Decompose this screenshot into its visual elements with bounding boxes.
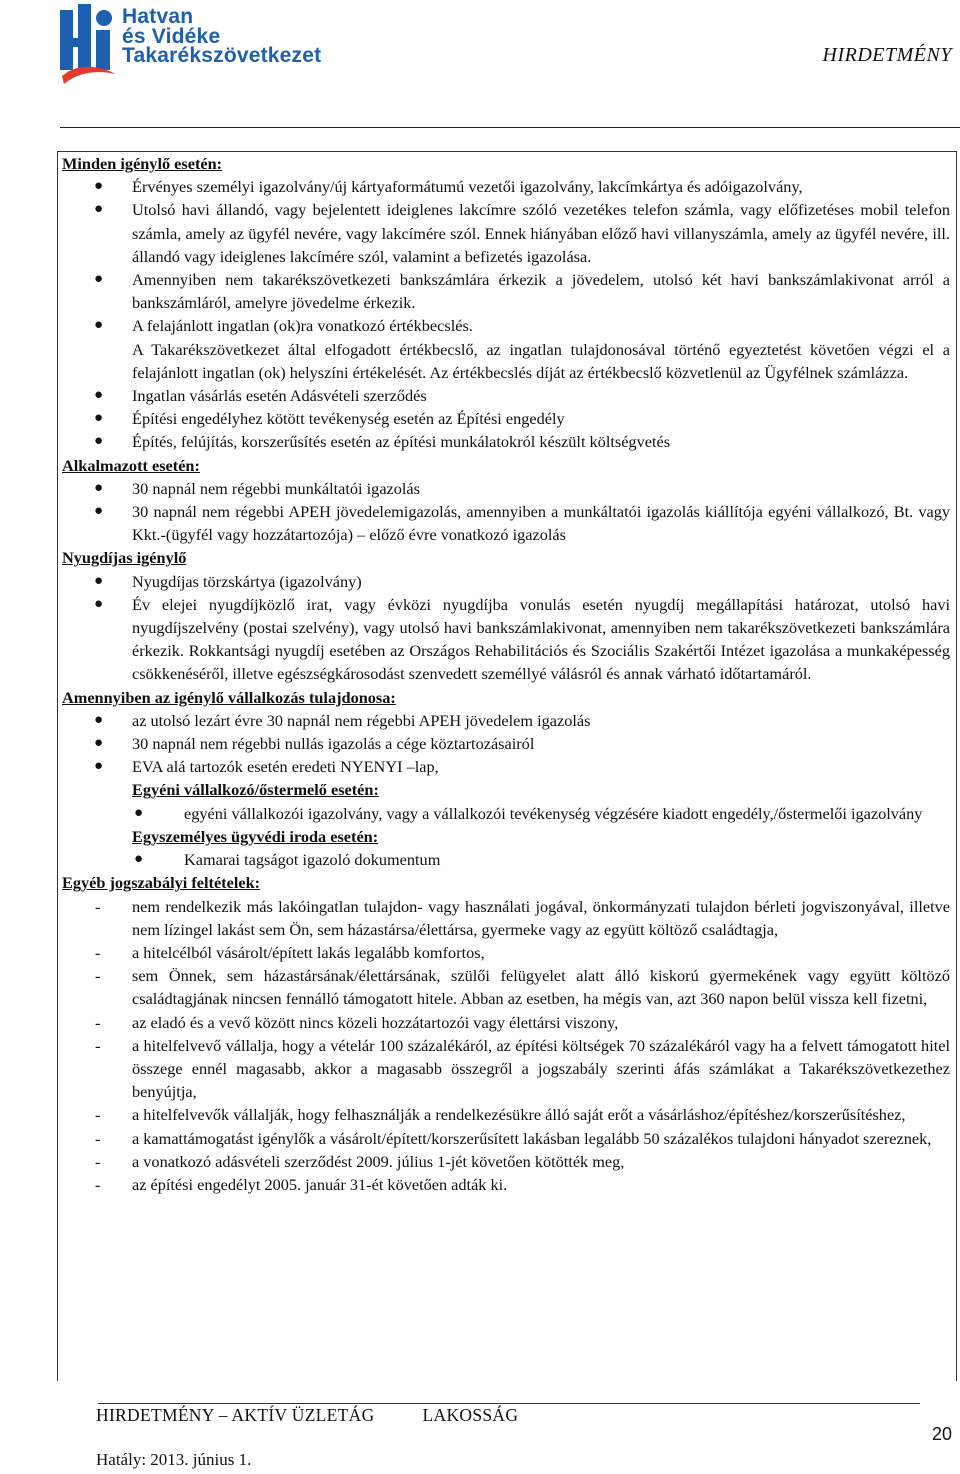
list-item: ● Kamarai tagságot igazoló dokumentum [62, 848, 950, 871]
subheading-sole-trader: Egyéni vállalkozó/őstermelő esetén: [132, 780, 379, 800]
content-frame [57, 151, 957, 1381]
list-item: ● Év elejei nyugdíjközlő irat, vagy évközi nyugdíjba vonulás esetén nyugdíj megállapítási határozat, utolsó havi nyugdíjszelvény (postai szelvény), vagy utolsó havi bankszámlakivonat, amennyiben nem takarékszövetkezeti bankszámlára érkezik. Rokkantsági nyugdíj esetében az Országos Rehabilitációs és Szociális Szakértői Intézet igazolása a munkaképesség csökkenéséről, illetve egészségkárosodást szenvedett személlyé válásról és annak várható időtartamáról. [94, 594, 950, 684]
logo-mark-icon [58, 4, 120, 92]
list-item: - a hitelcélból vásárolt/épített lakás legalább komfortos, [62, 941, 950, 964]
bullet-icon: ● [94, 271, 104, 288]
dash-marker: - [95, 942, 101, 962]
list-item: ● Amennyiben nem takarékszövetkezeti bankszámlára érkezik a jövedelem, utolsó két havi bankszámlakivonat arról a bankszámláról, amelyre jövedelme érkezik. [94, 270, 950, 313]
list-item: - a kamattámogatást igénylők a vásárolt/épített/korszerűsített lakásban legalább 50 százalékos tulajdoni hányadot szereznek, [62, 1127, 950, 1150]
bullet-icon: ● [94, 711, 104, 728]
list-item: - a hitelfelvevő vállalja, hogy a vételár 100 százalékáról, az építési költségek 70 százalékáról vagy ha a felvett támogatott hitel összege ennél magasabb, akkor a magasabb összegről a jogszabály szerinti áfás számlákat a Takarékszövetkezethez benyújtja, [95, 1035, 950, 1102]
header-divider [60, 127, 960, 128]
logo-text-line2: és Vidéke [122, 25, 221, 48]
bullet-icon: ● [94, 503, 104, 520]
effective-date: Hatály: 2013. június 1. [96, 1450, 252, 1469]
dash-marker: - [95, 1151, 101, 1171]
bullet-icon: ● [94, 201, 104, 218]
list-item: - a hitelfelvevők vállalják, hogy felhasználják a rendelkezésükre álló saját erőt a vásárláshoz/építéshez/korszerűsítéshez, [62, 1103, 950, 1126]
bullet-icon: ● [134, 851, 144, 868]
list-item: ● Utolsó havi állandó, vagy bejelentett ideiglenes lakcímre szóló vezetékes telefon számla, vagy előfizetéses mobil telefon számla, amely az ügyfél nevére, vagy lakcímére szól. Ennek hiányában előző havi villanyszámla, amely az ügyfél nevére, ill. állandó vagy ideiglenes lakcímére szól, valamint a befizetés igazolása. [94, 200, 950, 266]
document-body [62, 152, 950, 1196]
list-item: - nem rendelkezik más lakóingatlan tulajdon- vagy használati jogával, önkormányzati tulajdon bérleti jogviszonyával, illetve nem lízingel lakást sem Ön, sem házastársa/élettársa, gyermeke vagy az együtt költöző családtagja, [95, 896, 950, 939]
dash-marker: - [95, 1012, 101, 1032]
list-item: - az építési engedélyt 2005. január 31-ét követően adták ki. [62, 1173, 950, 1196]
list-item: ● 30 napnál nem régebbi APEH jövedelemigazolás, amennyiben a munkáltatói igazolás kiállítója egyéni vállalkozó, Bt. vagy Kkt.-(ügyfél vagy hozzátartozója) – előző évre vonatkozó igazolás [94, 502, 950, 545]
dash-marker: - [95, 1105, 101, 1125]
list-item: ● 30 napnál nem régebbi munkáltatói igazolás [62, 477, 950, 500]
list-item: ● EVA alá tartozók esetén eredeti NYENYI –lap, [62, 755, 950, 778]
bullet-icon: ● [94, 572, 104, 589]
logo-text-line1: Hatvan [122, 5, 194, 28]
list-item: - a vonatkozó adásvételi szerződést 2009. július 1-jét követően kötötték meg, [62, 1150, 950, 1173]
list-item: - az eladó és a vevő között nincs közeli hozzátartozói vagy élettársi viszony, [62, 1011, 950, 1034]
subheading-law-office: Egyszemélyes ügyvédi iroda esetén: [132, 826, 379, 846]
dash-marker: - [95, 1128, 101, 1148]
valuation-paragraph: A Takarékszövetkezet által elfogadott értékbecslő, az ingatlan tulajdonosával történő egyeztetést követően végzi el a felajánlott ingatlan (ok) helyszíni értékelését. Az értékbecslés díját az értékbecslő közvetlenül az Ügyfélnek számlázza. [132, 339, 950, 382]
dash-marker: - [95, 1035, 101, 1055]
list-item: ● Építés, felújítás, korszerűsítés esetén az építési munkálatokról készült költségvetés [62, 430, 950, 453]
dash-marker: - [95, 1174, 101, 1194]
bullet-icon: ● [94, 387, 104, 404]
list-item: ● az utolsó lezárt évre 30 napnál nem régebbi APEH jövedelem igazolás [62, 709, 950, 732]
section-heading-business-owner: Amennyiben az igénylő vállalkozás tulajdonosa: [62, 687, 396, 707]
bullet-icon: ● [134, 804, 144, 821]
bullet-icon: ● [94, 433, 104, 450]
logo-text-line3: Takarékszövetkezet [122, 44, 322, 67]
footer-divider [98, 1403, 920, 1404]
section-heading-legal-conditions: Egyéb jogszabályi feltételek: [62, 873, 261, 893]
section-heading-employee: Alkalmazott esetén: [62, 455, 200, 475]
section-heading-pensioner: Nyugdíjas igénylő [62, 548, 187, 568]
bullet-icon: ● [94, 479, 104, 496]
bullet-icon: ● [94, 595, 104, 612]
page-number: 20 [931, 1424, 952, 1444]
list-item: ● 30 napnál nem régebbi nullás igazolás a cége köztartozásairól [62, 732, 950, 755]
list-item: ● Érvényes személyi igazolvány/új kártyaformátumú vezetői igazolvány, lakcímkártya és adóigazolvány, [62, 175, 950, 198]
list-item: ● A felajánlott ingatlan (ok)ra vonatkozó értékbecslés. [62, 314, 950, 337]
section-heading-all-applicants: Minden igénylő esetén: [62, 154, 223, 173]
dash-marker: - [95, 896, 101, 916]
list-item: ● egyéni vállalkozói igazolvány, vagy a vállalkozói tevékenység végzésére kiadott engedély,/őstermelői igazolvány [62, 802, 950, 825]
bullet-icon: ● [94, 735, 104, 752]
list-item: ● Ingatlan vásárlás esetén Adásvételi szerződés [62, 384, 950, 407]
footer-left-text: HIRDETMÉNY – AKTÍV ÜZLETÁG [96, 1405, 375, 1425]
footer-title [96, 1405, 518, 1426]
document-title: HIRDETMÉNY [822, 44, 952, 66]
bullet-icon: ● [94, 178, 104, 195]
list-item: ● Építési engedélyhez kötött tevékenység esetén az Építési engedély [62, 407, 950, 430]
footer-right-text: LAKOSSÁG [422, 1405, 519, 1425]
bullet-icon: ● [94, 317, 104, 334]
company-logo [58, 4, 328, 92]
bullet-icon: ● [94, 758, 104, 775]
list-item: - sem Önnek, sem házastársának/élettársának, szülői felügyelet alatt álló kiskorú gyermekének vagy együtt költöző családtagjának nincsen fennálló támogatott hitele. Abban az esetben, ha mégis van, azt 360 napon belül vissza kell fizetni, [95, 966, 950, 1009]
bullet-icon: ● [94, 410, 104, 427]
dash-marker: - [95, 966, 101, 986]
list-item: ● Nyugdíjas törzskártya (igazolvány) [62, 570, 950, 593]
